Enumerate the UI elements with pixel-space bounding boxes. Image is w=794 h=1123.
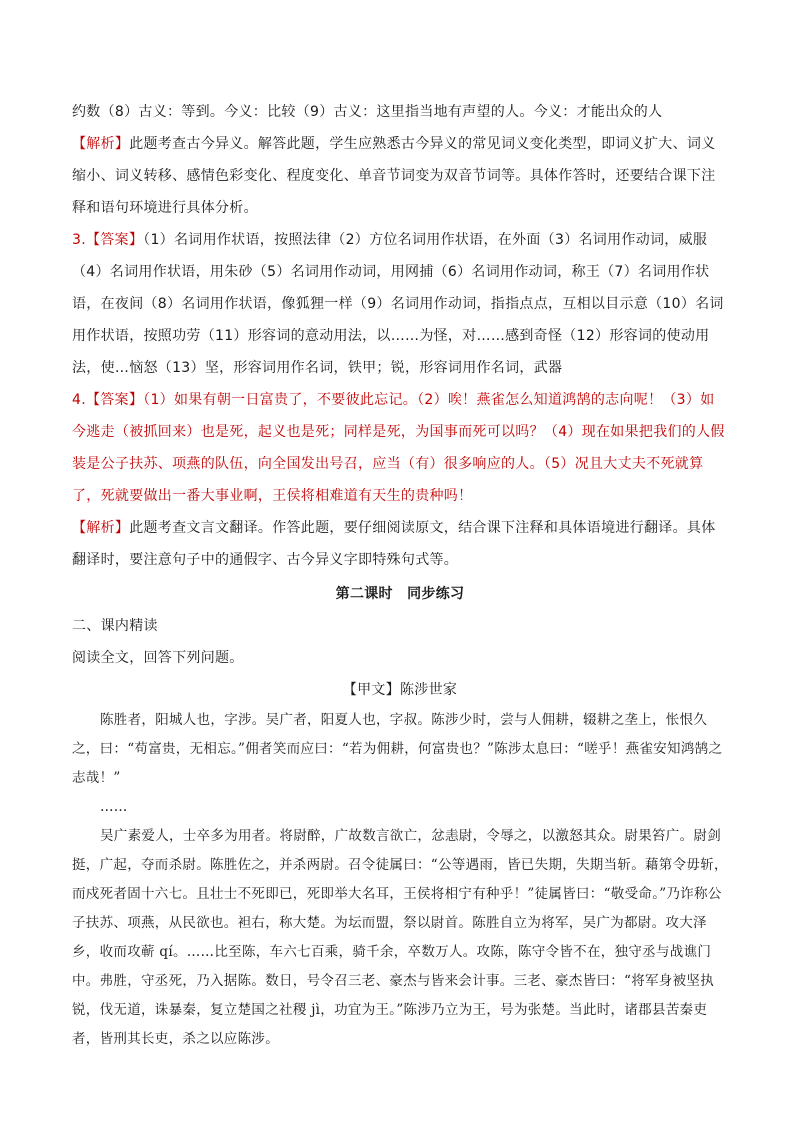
analysis-paragraph-1 <box>72 128 728 224</box>
part-heading: 二、课内精读 <box>72 618 158 634</box>
document-page <box>72 96 728 1054</box>
analysis-tag: 【解析】 <box>72 520 130 536</box>
answer-4-text: （1）如果有朝一日富贵了，不要彼此忘记。（2）唉！燕雀怎么知道鸿鹄的志向呢！（3）如今逃走（被抓回来）也是死，起义也是死；同样是死，为国事而死可以吗？（4）现在如果把我们的人假装是公子扶苏、项燕的队伍，向全国发出号召，应当（有）很多响应的人。（5）况且大丈夫不死就算了，死就要做出一番大事业啊，王侯将相难道有天生的贵种吗！ <box>72 392 725 504</box>
answer-4-tag: 4.【答案】 <box>72 392 144 408</box>
answer-3-paragraph <box>72 224 728 384</box>
passage-paragraph-1: 陈胜者，阳城人也，字涉。吴广者，阳夏人也，字叔。陈涉少时，尝与人佣耕，辍耕之垄上，怅恨久之，曰：“苟富贵，无相忘。”佣者笑而应曰：“若为佣耕，何富贵也？”陈涉太息曰：“嗟乎！燕雀安知鸿鹄之志哉！” <box>72 712 723 786</box>
analysis-tag: 【解析】 <box>72 136 130 152</box>
answer-line-gujin: 约数（8）古义：等到。今义：比较（9）古义：这里指当地有声望的人。今义：才能出众的人 <box>72 104 663 120</box>
analysis-text: 此题考查古今异义。解答此题，学生应熟悉古今异义的常见词义变化类型，即词义扩大、词义缩小、词义转移、感情色彩变化、程度变化、单音节词变为双音节词等。具体作答时，还要结合课下注释和语句环境进行具体分析。 <box>72 136 716 216</box>
instruction: 阅读全文，回答下列问题。 <box>72 650 244 666</box>
passage-ellipsis: …… <box>100 799 128 815</box>
analysis-text: 此题考查文言文翻译。作答此题，要仔细阅读原文，结合课下注释和具体语境进行翻译。具体翻译时，要注意句子中的通假字、古今异义字即特殊句式等。 <box>72 520 716 568</box>
analysis-paragraph-2 <box>72 512 728 576</box>
answer-3-text: （1）名词用作状语，按照法律（2）方位名词用作状语，在外面（3）名词用作动词，威服（4）名词用作状语，用朱砂（5）名词用作动词，用网捕（6）名词用作动词，称王（7）名词用作状语，在夜间（8）名词用作状语，像狐狸一样（9）名词用作动词，指指点点，互相以目示意（10）名词用作状语，按照功劳（11）形容词的意动用法，以……为怪，对……感到奇怪（12）形容词的使动用法，使…恼怒（13）坚，形容词用作名词，铁甲；锐，形容词用作名词，武器 <box>72 232 724 376</box>
answer-4-paragraph <box>72 384 728 512</box>
section-title: 第二课时 同步练习 <box>335 586 465 602</box>
answer-3-tag: 3.【答案】 <box>72 232 144 248</box>
text-title: 【甲文】陈涉世家 <box>342 682 458 698</box>
passage-paragraph-2: 吴广素爱人，士卒多为用者。将尉醉，广故数言欲亡，忿恚尉，令辱之，以激怒其众。尉果笞广。尉剑挺，广起，夺而杀尉。陈胜佐之，并杀两尉。召令徒属曰：“公等遇雨，皆已失期，失期当斩。藉第令毋斩，而戍死者固十六七。且壮士不死即已，死即举大名耳，王侯将相宁有种乎！”徒属皆曰：“敬受命。”乃诈称公子扶苏、项燕，从民欲也。袒右，称大楚。为坛而盟，祭以尉首。陈胜自立为将军，吴广为都尉。攻大泽乡，收而攻蕲 qí。……比至陈，车六七百乘，骑千余，卒数万人。攻陈，陈守令皆不在，独守丞与战谯门中。弗胜，守丞死，乃入据陈。数日，号令召三老、豪杰与皆来会计事。三老、豪杰皆曰：“将军身被坚执锐，伐无道，诛暴秦，复立楚国之社稷 jì，功宜为王。”陈涉乃立为王，号为张楚。当此时，诸郡县苦秦吏者，皆刑其长吏，杀之以应陈涉。 <box>72 828 728 1047</box>
